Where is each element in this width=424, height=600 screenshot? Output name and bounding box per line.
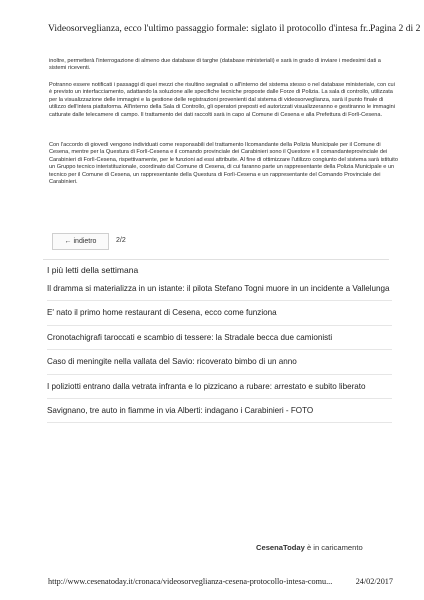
most-read-heading: I più letti della settimana bbox=[47, 265, 139, 275]
most-read-item[interactable]: E' nato il primo home restaurant di Cesena, ecco come funziona bbox=[47, 306, 392, 325]
page-url: http://www.cesenatoday.it/cronaca/videosorveglianza-cesena-protocollo-intesa-comu... bbox=[48, 577, 333, 586]
article-paragraph: Potranno essere notificati i passaggi di quei mezzi che risultino segnalati o all'interno del sistema stesso o nel database ministeriale, con cui è previsto un interfacciamento, adattando la soluzione alle specifiche tecniche proposte dalle Forze di Polizia. La sala di controllo, utilizzata per la visualizzazione delle immagini e la gestione delle registrazioni provenienti dal sistema di videosorveglianza, sarà il punto finale di utilizzo dell'intera piattaforma. All'interno della Sala di Controllo, gli operatori preposti ed autorizzati visualizzeranno e gestiranno le immagini catturate dalle telecamere di campo. Il trattamento dei dati raccolti sarà in capo al Comune di Cesena e alla Prefettura di Forlì-Cesena. bbox=[49, 82, 396, 118]
most-read-item[interactable]: Il dramma si materializza in un istante: il pilota Stefano Togni muore in un incidente a Vallelunga bbox=[47, 282, 392, 301]
print-date: 24/02/2017 bbox=[355, 577, 393, 586]
loading-text: è in caricamento bbox=[306, 543, 363, 552]
most-read-item[interactable]: Savignano, tre auto in fiamme in via Alberti: indagano i Carabinieri - FOTO bbox=[47, 404, 392, 423]
most-read-item[interactable]: Cronotachigrafi taroccati e scambio di tessere: la Stradale becca due camionisti bbox=[47, 331, 392, 350]
most-read-item[interactable]: Caso di meningite nella vallata del Savio: ricoverato bimbo di un anno bbox=[47, 355, 392, 374]
site-brand: CesenaToday bbox=[256, 543, 305, 552]
print-footer bbox=[48, 576, 393, 588]
divider bbox=[43, 259, 389, 260]
article-paragraph: inoltre, permetterà l'interrogazione di almeno due database di targhe (database ministeriali) e sarà in grado di inviare i medesimi dati a sistemi riceventi. bbox=[49, 58, 381, 72]
print-page-number: Pagina 2 di 2 bbox=[370, 23, 421, 34]
loading-status bbox=[256, 543, 363, 552]
most-read-section bbox=[47, 265, 392, 428]
back-button[interactable]: ← indietro bbox=[52, 233, 109, 250]
print-header-title: Videosorveglianza, ecco l'ultimo passaggio formale: siglato il protocollo d'intesa fr... bbox=[48, 23, 373, 34]
article-paragraph: Con l'accordo di giovedì vengono individuati come responsabili del trattamento Ilcomandante della Polizia Municipale per il Comune di Cesena, mentre per la Questura di Forlì-Cesena e il comando provinciale dei Carabinieri sono il Questore e Il comandanteprovinciale dei Carabinieri di Forlì-Cesena, rispettivamente, per le funzioni ad essi attribuite. Al fine di ottimizzare l'utilizzo congiunto del sistema sarà istituito un Gruppo tecnico interistituzionale, coordinato dal Comune di Cesena, di cui faranno parte un rappresentante della Polizia Municipale e un tecnico per il Comune di Cesena, un rappresentante della Questura di Forlì-Cesena e un rappresentante del Comando Provinciale dei Carabinieri. bbox=[49, 142, 398, 186]
most-read-item[interactable]: I poliziotti entrano dalla vetrata infranta e lo pizzicano a rubare: arrestato e subito liberato bbox=[47, 380, 392, 399]
page-count: 2/2 bbox=[116, 237, 126, 244]
